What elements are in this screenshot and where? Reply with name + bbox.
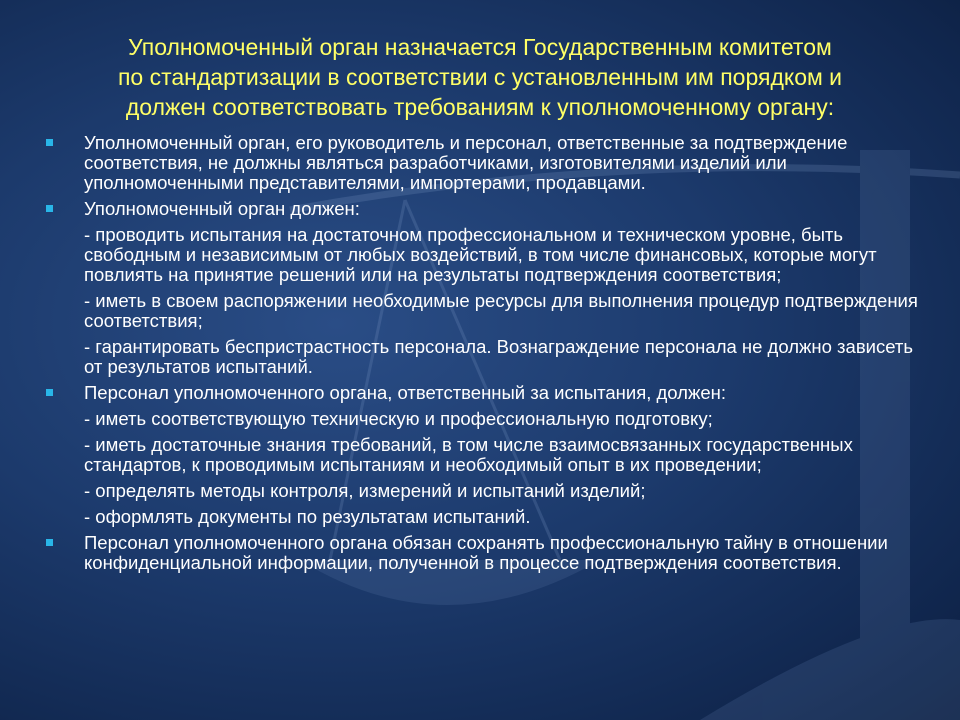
- list-item-text: Уполномоченный орган должен:: [84, 198, 360, 219]
- list-item-4: [44, 533, 924, 573]
- square-bullet-icon: [46, 205, 53, 212]
- sub-item: - определять методы контроля, измерений и испытаний изделий;: [84, 480, 646, 501]
- list-item-2: [44, 199, 924, 377]
- title-line-2: по стандартизации в соответствии с установленным им порядком и: [117, 64, 843, 90]
- list-item-text: Персонал уполномоченного органа обязан сохранять профессиональную тайну в отношении конфиденциальной информации, полученной в процессе подтверждения соответствия.: [84, 532, 888, 573]
- list-item-1: [44, 133, 924, 193]
- list-item-3: [44, 383, 924, 527]
- bullet-list: [44, 133, 924, 579]
- title-line-3: должен соответствовать требованиям к уполномоченному органу:: [125, 94, 835, 120]
- sub-item: - иметь в своем распоряжении необходимые ресурсы для выполнения процедур подтверждения соответствия;: [84, 290, 918, 331]
- sub-item: - проводить испытания на достаточном профессиональном и техническом уровне, быть свободным и независимым от любых воздействий, в том числе финансовых, которые могут повлиять на принятие решений или на результаты подтверждения соответствия;: [84, 224, 877, 285]
- list-item-text: Уполномоченный орган, его руководитель и персонал, ответственные за подтверждение соответствия, не должны являться разработчиками, изготовителями изделий или уполномоченными представителями, импортерами, продавцами.: [84, 132, 848, 193]
- square-bullet-icon: [46, 139, 53, 146]
- square-bullet-icon: [46, 539, 53, 546]
- list-item-text: Персонал уполномоченного органа, ответственный за испытания, должен:: [84, 382, 726, 403]
- square-bullet-icon: [46, 389, 53, 396]
- sub-item: - иметь соответствующую техническую и профессиональную подготовку;: [84, 408, 713, 429]
- slide-title: [40, 32, 920, 122]
- sub-item: - гарантировать беспристрастность персонала. Вознаграждение персонала не должно зависеть от результатов испытаний.: [84, 336, 914, 377]
- title-line-1: Уполномоченный орган назначается Государственным комитетом: [128, 34, 832, 60]
- sub-item: - оформлять документы по результатам испытаний.: [84, 506, 531, 527]
- sub-item: - иметь достаточные знания требований, в том числе взаимосвязанных государственных стандартов, к проводимым испытаниям и необходимый опыт в их проведении;: [84, 434, 853, 475]
